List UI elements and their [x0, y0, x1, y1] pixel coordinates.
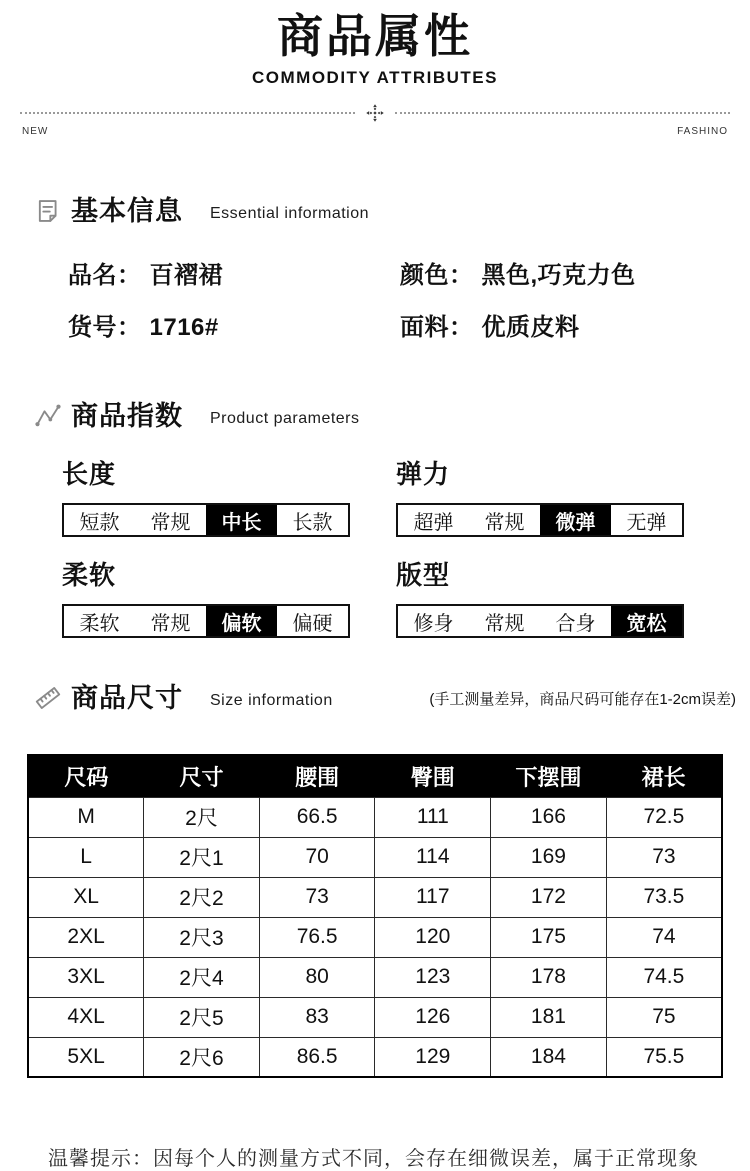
cell: 73 — [606, 837, 722, 877]
size-section-subtitle: Size information — [210, 692, 333, 709]
field-fabric — [400, 307, 750, 342]
page-title: 商品属性 — [277, 10, 473, 62]
cell: 2尺4 — [144, 957, 260, 997]
size-table-header-row — [28, 755, 722, 797]
param-group-fit — [396, 555, 750, 638]
param-option-selected: 中长 — [206, 505, 277, 535]
param-option-selected: 微弹 — [540, 505, 611, 535]
field-color — [400, 255, 750, 290]
divider-dash-left — [20, 112, 355, 114]
cell: 73 — [259, 877, 375, 917]
param-option: 超弹 — [413, 511, 454, 534]
cell: 4XL — [28, 997, 144, 1037]
field-label: 货号： — [68, 314, 142, 341]
trend-line-icon — [34, 402, 62, 430]
cell: 75 — [606, 997, 722, 1037]
cell: 74.5 — [606, 957, 722, 997]
cell: 86.5 — [259, 1037, 375, 1077]
page-subtitle: COMMODITY ATTRIBUTES — [252, 68, 498, 87]
col-chi: 尺寸 — [144, 755, 260, 797]
divider — [20, 103, 730, 123]
param-option: 偏硬 — [292, 612, 333, 635]
table-row — [28, 957, 722, 997]
field-value: 黑色,巧克力色 — [481, 262, 636, 289]
cell: 80 — [259, 957, 375, 997]
basic-info-grid — [68, 255, 750, 342]
param-group-elasticity — [396, 454, 750, 537]
cell: 117 — [375, 877, 491, 917]
cell: 123 — [375, 957, 491, 997]
size-table-header — [28, 755, 722, 797]
size-table — [27, 754, 723, 1078]
page-header — [0, 0, 750, 88]
col-waist: 腰围 — [259, 755, 375, 797]
cell: 120 — [375, 917, 491, 957]
cell: 169 — [491, 837, 607, 877]
param-option: 常规 — [484, 511, 525, 534]
parameters-grid — [62, 454, 750, 638]
cell: 83 — [259, 997, 375, 1037]
param-option: 短款 — [79, 511, 120, 534]
cell: 2尺3 — [144, 917, 260, 957]
tag-row — [22, 126, 728, 137]
warm-tip-note: 温馨提示：因每个人的测量方式不同，会存在细微误差，属于正常现象 — [48, 1148, 699, 1170]
size-table-body — [28, 797, 722, 1077]
cell: 129 — [375, 1037, 491, 1077]
cell: 184 — [491, 1037, 607, 1077]
cell: M — [28, 797, 144, 837]
table-row — [28, 797, 722, 837]
param-group-length — [62, 454, 396, 537]
cell: 2尺1 — [144, 837, 260, 877]
table-row — [28, 917, 722, 957]
param-option: 常规 — [150, 511, 191, 534]
param-label: 长度 — [62, 459, 117, 489]
col-size: 尺码 — [28, 755, 144, 797]
parameters-header — [34, 400, 750, 432]
parameters-title: 商品指数 — [71, 401, 183, 431]
ruler-icon — [34, 684, 62, 712]
param-bar — [396, 604, 684, 638]
field-item-number — [68, 307, 400, 342]
col-hip: 臀围 — [375, 755, 491, 797]
cell: 2尺6 — [144, 1037, 260, 1077]
param-label: 版型 — [396, 560, 451, 590]
cell: 5XL — [28, 1037, 144, 1077]
size-measure-note: (手工测量差异，商品尺码可能存在1-2cm误差) — [429, 691, 736, 708]
field-value: 1716# — [149, 314, 219, 341]
field-value: 优质皮料 — [481, 314, 580, 341]
param-group-softness — [62, 555, 396, 638]
cell: 70 — [259, 837, 375, 877]
param-option: 柔软 — [79, 612, 120, 635]
param-bar — [62, 503, 350, 537]
document-icon — [34, 197, 62, 225]
col-skirt-length: 裙长 — [606, 755, 722, 797]
cell: 72.5 — [606, 797, 722, 837]
cell: 181 — [491, 997, 607, 1037]
param-label: 柔软 — [62, 560, 117, 590]
cell: 76.5 — [259, 917, 375, 957]
cell: 2尺 — [144, 797, 260, 837]
param-option: 长款 — [292, 511, 333, 534]
cell: 74 — [606, 917, 722, 957]
param-label: 弹力 — [396, 459, 451, 489]
parameters-subtitle: Product parameters — [210, 410, 360, 427]
cell: 2尺2 — [144, 877, 260, 917]
cell: 111 — [375, 797, 491, 837]
param-option-selected: 宽松 — [611, 606, 682, 636]
param-bar — [396, 503, 684, 537]
param-option: 常规 — [150, 612, 191, 635]
table-row — [28, 997, 722, 1037]
divider-dash-right — [395, 112, 730, 114]
cell: 114 — [375, 837, 491, 877]
field-label: 品名： — [68, 262, 142, 289]
col-hem: 下摆围 — [491, 755, 607, 797]
cell: 75.5 — [606, 1037, 722, 1077]
basic-info-header — [34, 195, 750, 227]
table-row — [28, 877, 722, 917]
move-cross-icon — [365, 103, 385, 123]
param-option-selected: 偏软 — [206, 606, 277, 636]
tag-fashino: FASHINO — [677, 126, 728, 137]
param-bar — [62, 604, 350, 638]
param-option: 无弹 — [626, 511, 667, 534]
field-value: 百褶裙 — [149, 262, 223, 289]
field-label: 颜色： — [400, 262, 474, 289]
cell: 172 — [491, 877, 607, 917]
basic-info-subtitle: Essential information — [210, 205, 370, 222]
size-section-header — [34, 682, 750, 714]
cell: 3XL — [28, 957, 144, 997]
cell: XL — [28, 877, 144, 917]
tag-new: NEW — [22, 126, 49, 137]
basic-info-title: 基本信息 — [71, 196, 183, 226]
cell: 175 — [491, 917, 607, 957]
cell: 73.5 — [606, 877, 722, 917]
table-row — [28, 1037, 722, 1077]
cell: L — [28, 837, 144, 877]
param-option: 常规 — [484, 612, 525, 635]
field-product-name — [68, 255, 400, 290]
table-row — [28, 837, 722, 877]
cell: 2XL — [28, 917, 144, 957]
cell: 126 — [375, 997, 491, 1037]
field-label: 面料： — [400, 314, 474, 341]
cell: 178 — [491, 957, 607, 997]
cell: 166 — [491, 797, 607, 837]
param-option: 合身 — [555, 612, 596, 635]
cell: 66.5 — [259, 797, 375, 837]
size-section-title: 商品尺寸 — [71, 683, 183, 713]
cell: 2尺5 — [144, 997, 260, 1037]
param-option: 修身 — [413, 612, 454, 635]
